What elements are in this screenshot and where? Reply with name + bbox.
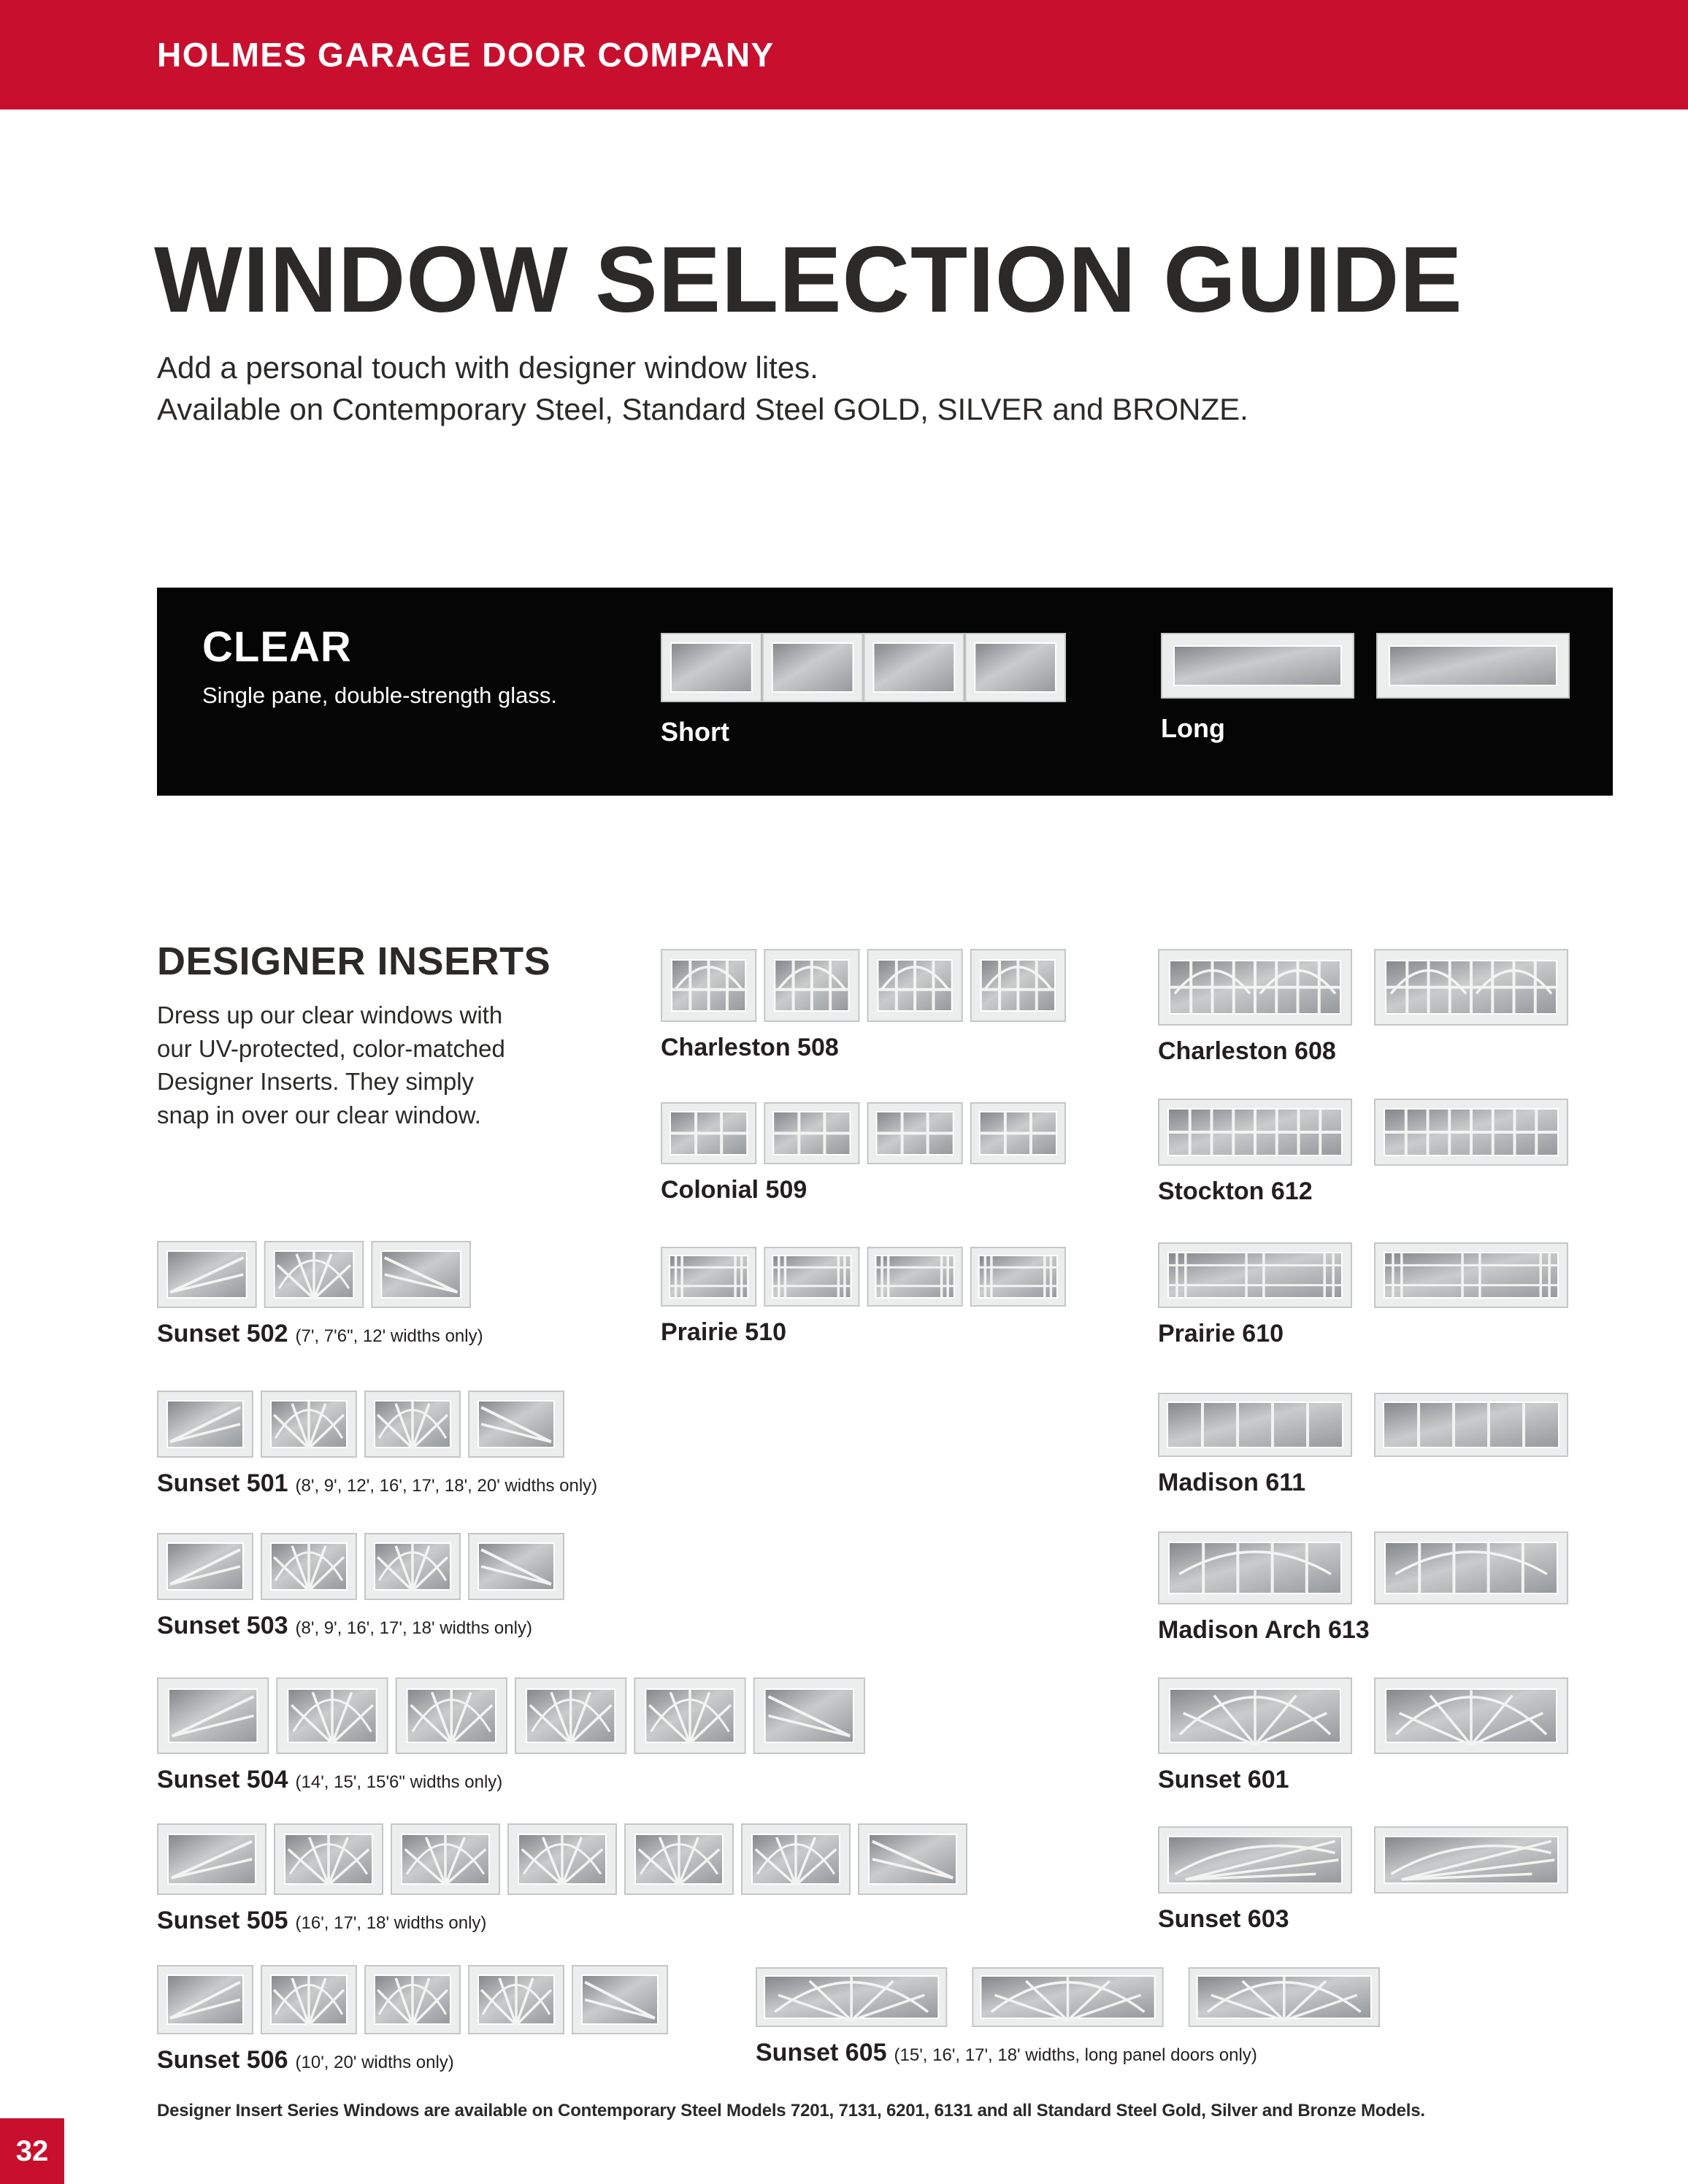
product-prairie-610 <box>1158 1242 1568 1348</box>
clear-long-variant <box>1161 633 1570 744</box>
prairie-510-window-image <box>661 1247 1066 1307</box>
page-number-tab <box>0 2118 64 2184</box>
product-label <box>157 1612 564 1640</box>
product-name: Charleston 608 <box>1158 1037 1336 1065</box>
product-label <box>1158 1469 1568 1497</box>
product-name: Stockton 612 <box>1158 1177 1313 1205</box>
madison-arch-613-window-image <box>1158 1531 1568 1604</box>
designer-inserts-title: DESIGNER INSERTS <box>157 939 551 983</box>
clear-short-variant <box>661 633 1066 747</box>
product-prairie-510 <box>661 1247 1066 1347</box>
product-sunset-504 <box>157 1677 865 1794</box>
colonial-509-window-image <box>661 1102 1066 1164</box>
product-name: Sunset 502 <box>157 1320 288 1347</box>
product-sunset-503 <box>157 1533 564 1640</box>
clear-short-window-image <box>661 633 1066 702</box>
product-madison-611 <box>1158 1393 1568 1497</box>
product-label <box>1158 1766 1568 1794</box>
clear-section-title: CLEAR <box>202 623 352 671</box>
product-widths-note: (10', 20' widths only) <box>295 2053 454 2072</box>
product-widths-note: (14', 15', 15'6" widths only) <box>295 1772 503 1792</box>
product-widths-note: (8', 9', 16', 17', 18' widths only) <box>295 1618 532 1638</box>
product-name: Prairie 610 <box>1158 1320 1284 1347</box>
product-widths-note: (16', 17', 18' widths only) <box>295 1913 487 1933</box>
product-sunset-605 <box>756 1967 1380 2067</box>
product-sunset-603 <box>1158 1826 1568 1934</box>
product-widths-note: (8', 9', 12', 16', 17', 18', 20' widths only) <box>295 1476 598 1496</box>
sunset-503-window-image <box>157 1533 564 1600</box>
product-name: Madison 611 <box>1158 1469 1306 1496</box>
availability-footnote: Designer Insert Series Windows are available on Contemporary Steel Models 7201, 7131, 6201, 6131 and all Standard Steel Gold, Silver and Bronze Models. <box>157 2101 1425 2120</box>
designer-inserts-description: Dress up our clear windows with our UV-protected, color-matched Designer Inserts. They simply snap in over our clear window. <box>157 1001 505 1128</box>
sunset-506-window-image <box>157 1965 668 2034</box>
product-name: Sunset 601 <box>1158 1766 1289 1793</box>
product-label <box>1158 1320 1568 1348</box>
product-label <box>157 1320 483 1348</box>
product-name: Sunset 605 <box>756 2039 887 2066</box>
product-name: Sunset 506 <box>157 2046 288 2074</box>
product-label <box>661 1034 1066 1062</box>
sunset-505-window-image <box>157 1823 967 1895</box>
product-sunset-506 <box>157 1965 668 2075</box>
product-label <box>157 1766 865 1794</box>
product-name: Sunset 501 <box>157 1469 288 1497</box>
product-label <box>157 1907 967 1935</box>
stockton-612-window-image <box>1158 1099 1568 1166</box>
sunset-502-window-image <box>157 1241 471 1308</box>
product-name: Madison Arch 613 <box>1158 1616 1370 1644</box>
product-name: Sunset 504 <box>157 1766 288 1793</box>
product-name: Prairie 510 <box>661 1318 787 1346</box>
product-label <box>756 2039 1380 2067</box>
product-label <box>157 1469 598 1498</box>
clear-section <box>157 588 1613 796</box>
product-sunset-502 <box>157 1241 483 1348</box>
product-label <box>1158 1905 1568 1934</box>
product-label <box>661 1176 1066 1204</box>
page-title: WINDOW SELECTION GUIDE <box>154 228 1463 332</box>
product-label <box>157 2046 668 2075</box>
madison-611-window-image <box>1158 1393 1568 1457</box>
charleston-508-window-image <box>661 949 1066 1022</box>
sunset-605-window-image <box>756 1967 1380 2027</box>
product-charleston-608 <box>1158 949 1568 1066</box>
sunset-601-window-image <box>1158 1677 1568 1754</box>
clear-short-label: Short <box>661 717 729 747</box>
sunset-501-window-image <box>157 1391 564 1458</box>
sunset-603-window-image <box>1158 1826 1568 1893</box>
page-subtitle <box>157 347 1248 430</box>
product-label <box>661 1318 1066 1347</box>
charleston-608-window-image <box>1158 949 1568 1026</box>
product-charleston-508 <box>661 949 1066 1062</box>
clear-long-window-image <box>1161 633 1570 699</box>
subtitle-line-2: Available on Contemporary Steel, Standard Steel GOLD, SILVER and BRONZE. <box>157 391 1248 426</box>
product-name: Charleston 508 <box>661 1034 839 1061</box>
prairie-610-window-image <box>1158 1242 1568 1308</box>
product-widths-note: (7', 7'6", 12' widths only) <box>295 1326 483 1346</box>
subtitle-line-1: Add a personal touch with designer window lites. <box>157 350 818 385</box>
clear-section-description: Single pane, double-strength glass. <box>202 682 557 708</box>
page-number: 32 <box>15 2134 49 2167</box>
product-colonial-509 <box>661 1102 1066 1204</box>
clear-long-label: Long <box>1161 713 1225 743</box>
company-name: HOLMES GARAGE DOOR COMPANY <box>157 36 775 74</box>
product-label <box>1158 1177 1568 1206</box>
product-sunset-601 <box>1158 1677 1568 1794</box>
product-label <box>1158 1037 1568 1066</box>
product-stockton-612 <box>1158 1099 1568 1206</box>
product-widths-note: (15', 16', 17', 18' widths, long panel doors only) <box>894 2045 1257 2065</box>
product-label <box>1158 1616 1568 1645</box>
product-name: Sunset 503 <box>157 1612 288 1639</box>
sunset-504-window-image <box>157 1677 865 1754</box>
header-bar <box>0 0 1688 109</box>
product-name: Sunset 603 <box>1158 1905 1289 1933</box>
product-name: Sunset 505 <box>157 1907 288 1934</box>
product-madison-arch-613 <box>1158 1531 1568 1645</box>
product-name: Colonial 509 <box>661 1176 807 1204</box>
product-sunset-505 <box>157 1823 967 1935</box>
product-sunset-501 <box>157 1391 598 1498</box>
